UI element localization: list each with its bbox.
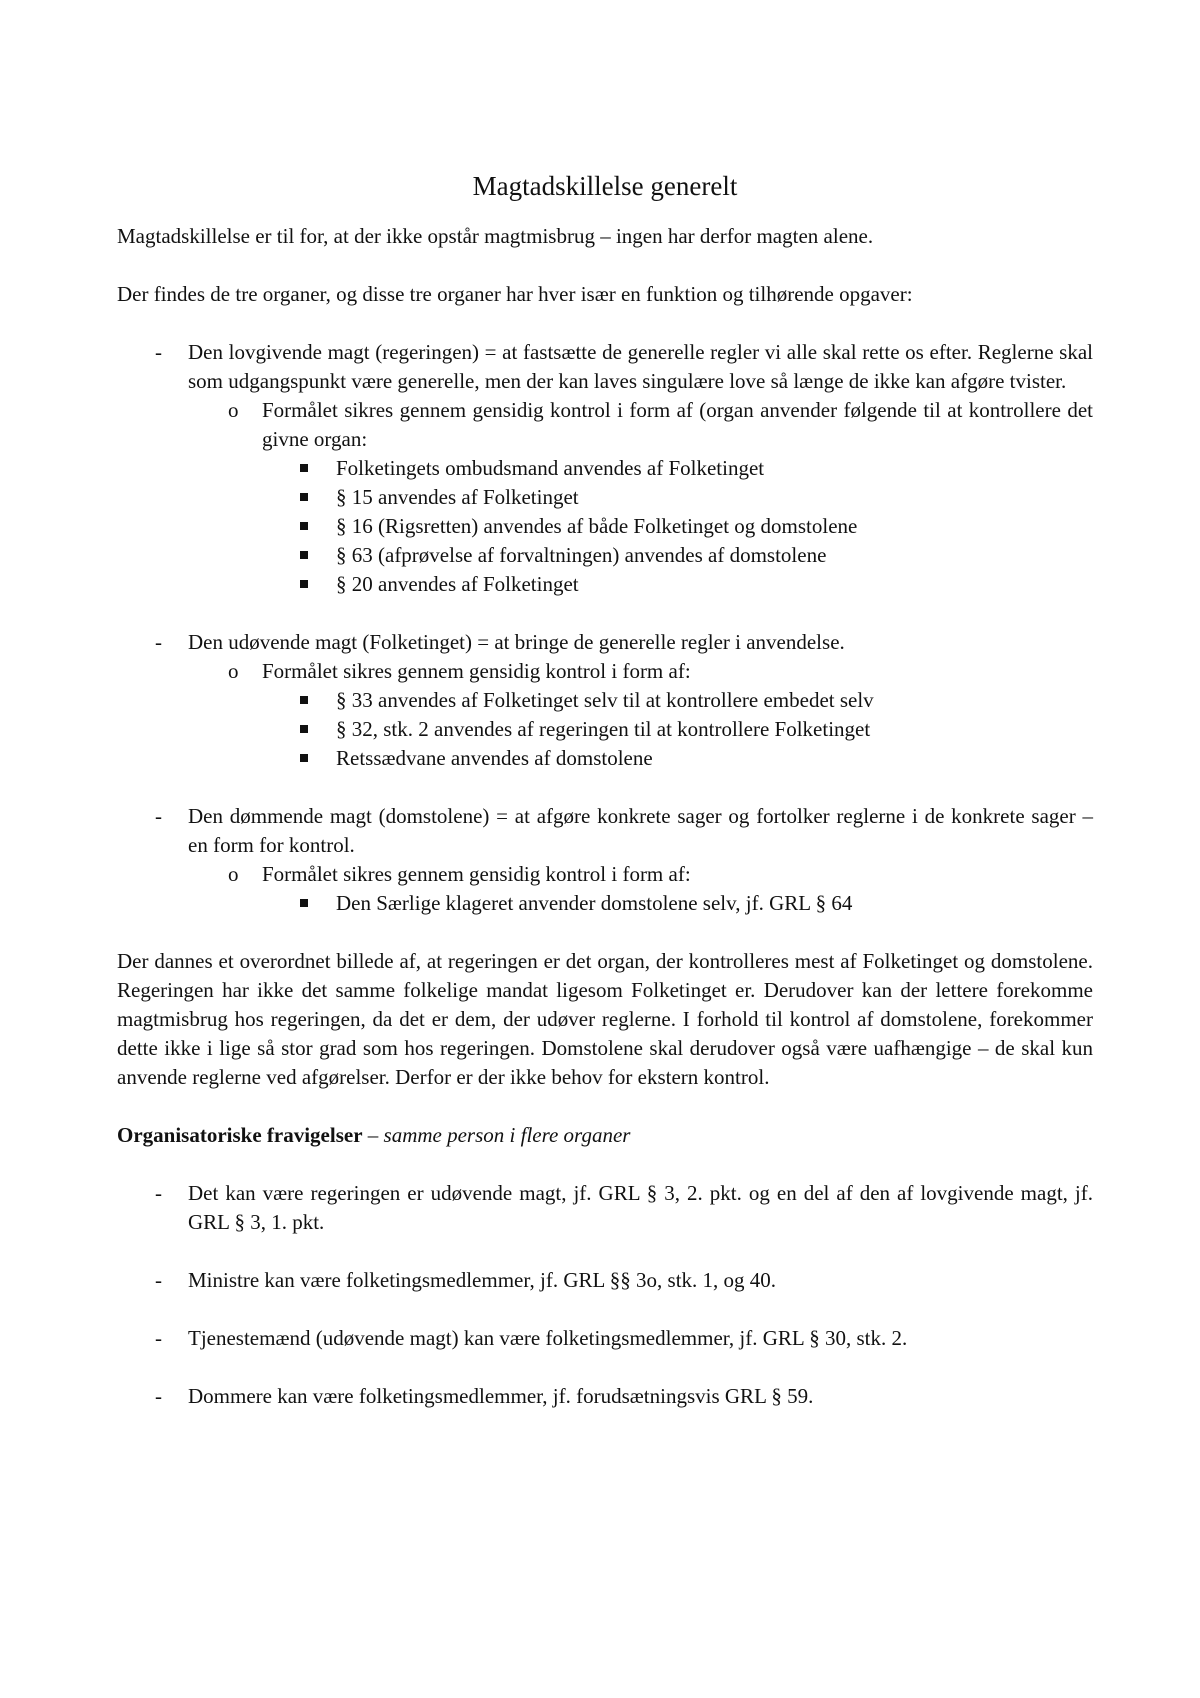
dash-marker: -: [155, 630, 162, 654]
circle-marker: o: [228, 659, 239, 683]
organ-item-executive: [117, 628, 1093, 657]
list-item: [117, 744, 1093, 773]
summary-paragraph: Der dannes et overordnet billede af, at regeringen er det organ, der kontrolleres mest af Folketinget og domstolene. Regeringen har ikke det samme folkelige mandat ligesom Folketinget er. Derudover kan der lettere forekomme magtmisbrug hos regeringen, da det er dem, der udøver reglerne. I forhold til kontrol af domstolene, forekommer dette ikke i lige så stor grad som hos regeringen. Domstolene skal derudover også være uafhængige – de skal kun anvende reglerne ved afgørelser. Derfor er der ikke behov for ekstern kontrol.: [117, 949, 1093, 1089]
list-item: [117, 454, 1093, 483]
list-item: [117, 715, 1093, 744]
square-bullet-icon: [300, 493, 308, 501]
dash-marker: -: [155, 340, 162, 364]
square-bullet-icon: [300, 899, 308, 907]
intro-paragraph-1: Magtadskillelse er til for, at der ikke opstår magtmisbrug – ingen har derfor magten alene.: [117, 224, 874, 248]
section-heading-bold: Organisatoriske fravigelser: [117, 1123, 363, 1147]
list-item-text: Folketingets ombudsmand anvendes af Folketinget: [336, 456, 765, 480]
dash-marker: -: [155, 804, 162, 828]
circle-marker: o: [228, 862, 239, 886]
square-bullet-icon: [300, 580, 308, 588]
list-item: [117, 512, 1093, 541]
list-item: [117, 1324, 1093, 1353]
list-item-text: Den Særlige klageret anvender domstolene selv, jf. GRL § 64: [336, 891, 853, 915]
dash-marker: -: [155, 1268, 162, 1292]
list-item-text: § 33 anvendes af Folketinget selv til at kontrollere embedet selv: [336, 688, 874, 712]
sub-item-text: Formålet sikres gennem gensidig kontrol i form af:: [262, 659, 691, 683]
page-title: Magtadskillelse generelt: [472, 171, 738, 201]
dash-marker: -: [155, 1326, 162, 1350]
sub-item: [117, 860, 1093, 889]
section-heading: [117, 1121, 1093, 1150]
organ-item-legislative: [117, 338, 1093, 396]
list-item-text: Det kan være regeringen er udøvende magt, jf. GRL § 3, 2. pkt. og en del af den af lovgivende magt, jf. GRL § 3, 1. pkt.: [188, 1181, 1093, 1234]
organ-text: Den dømmende magt (domstolene) = at afgøre konkrete sager og fortolker reglerne i de konkrete sager – en form for kontrol.: [188, 804, 1093, 857]
sub-item: [117, 396, 1093, 454]
list-item: [117, 1266, 1093, 1295]
sub-item-text: Formålet sikres gennem gensidig kontrol i form af:: [262, 862, 691, 886]
organ-item-judicial: [117, 802, 1093, 860]
list-item: [117, 1179, 1093, 1237]
list-item-text: § 32, stk. 2 anvendes af regeringen til at kontrollere Folketinget: [336, 717, 871, 741]
document-page: [117, 168, 1093, 1411]
sub-item-text: Formålet sikres gennem gensidig kontrol i form af (organ anvender følgende til at kontrollere det givne organ:: [262, 398, 1093, 451]
list-item-text: § 16 (Rigsretten) anvendes af både Folketinget og domstolene: [336, 514, 858, 538]
sub-item: [117, 657, 1093, 686]
list-item-text: Retssædvane anvendes af domstolene: [336, 746, 653, 770]
intro-paragraph-2: Der findes de tre organer, og disse tre organer har hver især en funktion og tilhørende opgaver:: [117, 282, 913, 306]
square-bullet-icon: [300, 522, 308, 530]
list-item-text: § 20 anvendes af Folketinget: [336, 572, 579, 596]
list-item: [117, 483, 1093, 512]
square-bullet-icon: [300, 696, 308, 704]
square-bullet-icon: [300, 754, 308, 762]
circle-marker: o: [228, 398, 239, 422]
list-item-text: § 63 (afprøvelse af forvaltningen) anvendes af domstolene: [336, 543, 827, 567]
square-bullet-icon: [300, 464, 308, 472]
list-item-text: Ministre kan være folketingsmedlemmer, jf. GRL §§ 3o, stk. 1, og 40.: [188, 1268, 777, 1292]
section-heading-italic: samme person i flere organer: [383, 1123, 631, 1147]
square-bullet-icon: [300, 551, 308, 559]
list-item-text: § 15 anvendes af Folketinget: [336, 485, 579, 509]
list-item: [117, 570, 1093, 599]
square-bullet-icon: [300, 725, 308, 733]
organ-text: Den udøvende magt (Folketinget) = at bringe de generelle regler i anvendelse.: [188, 630, 845, 654]
list-item: [117, 686, 1093, 715]
organ-text: Den lovgivende magt (regeringen) = at fastsætte de generelle regler vi alle skal rette os efter. Reglerne skal som udgangspunkt være generelle, men der kan laves singulære love så længe de ikke kan afgøre tvister.: [188, 340, 1093, 393]
list-item: [117, 1382, 1093, 1411]
list-item: [117, 889, 1093, 918]
list-item: [117, 541, 1093, 570]
list-item-text: Tjenestemænd (udøvende magt) kan være folketingsmedlemmer, jf. GRL § 30, stk. 2.: [188, 1326, 908, 1350]
dash-marker: -: [155, 1384, 162, 1408]
section-heading-separator: –: [362, 1123, 384, 1147]
list-item-text: Dommere kan være folketingsmedlemmer, jf. forudsætningsvis GRL § 59.: [188, 1384, 814, 1408]
dash-marker: -: [155, 1181, 162, 1205]
